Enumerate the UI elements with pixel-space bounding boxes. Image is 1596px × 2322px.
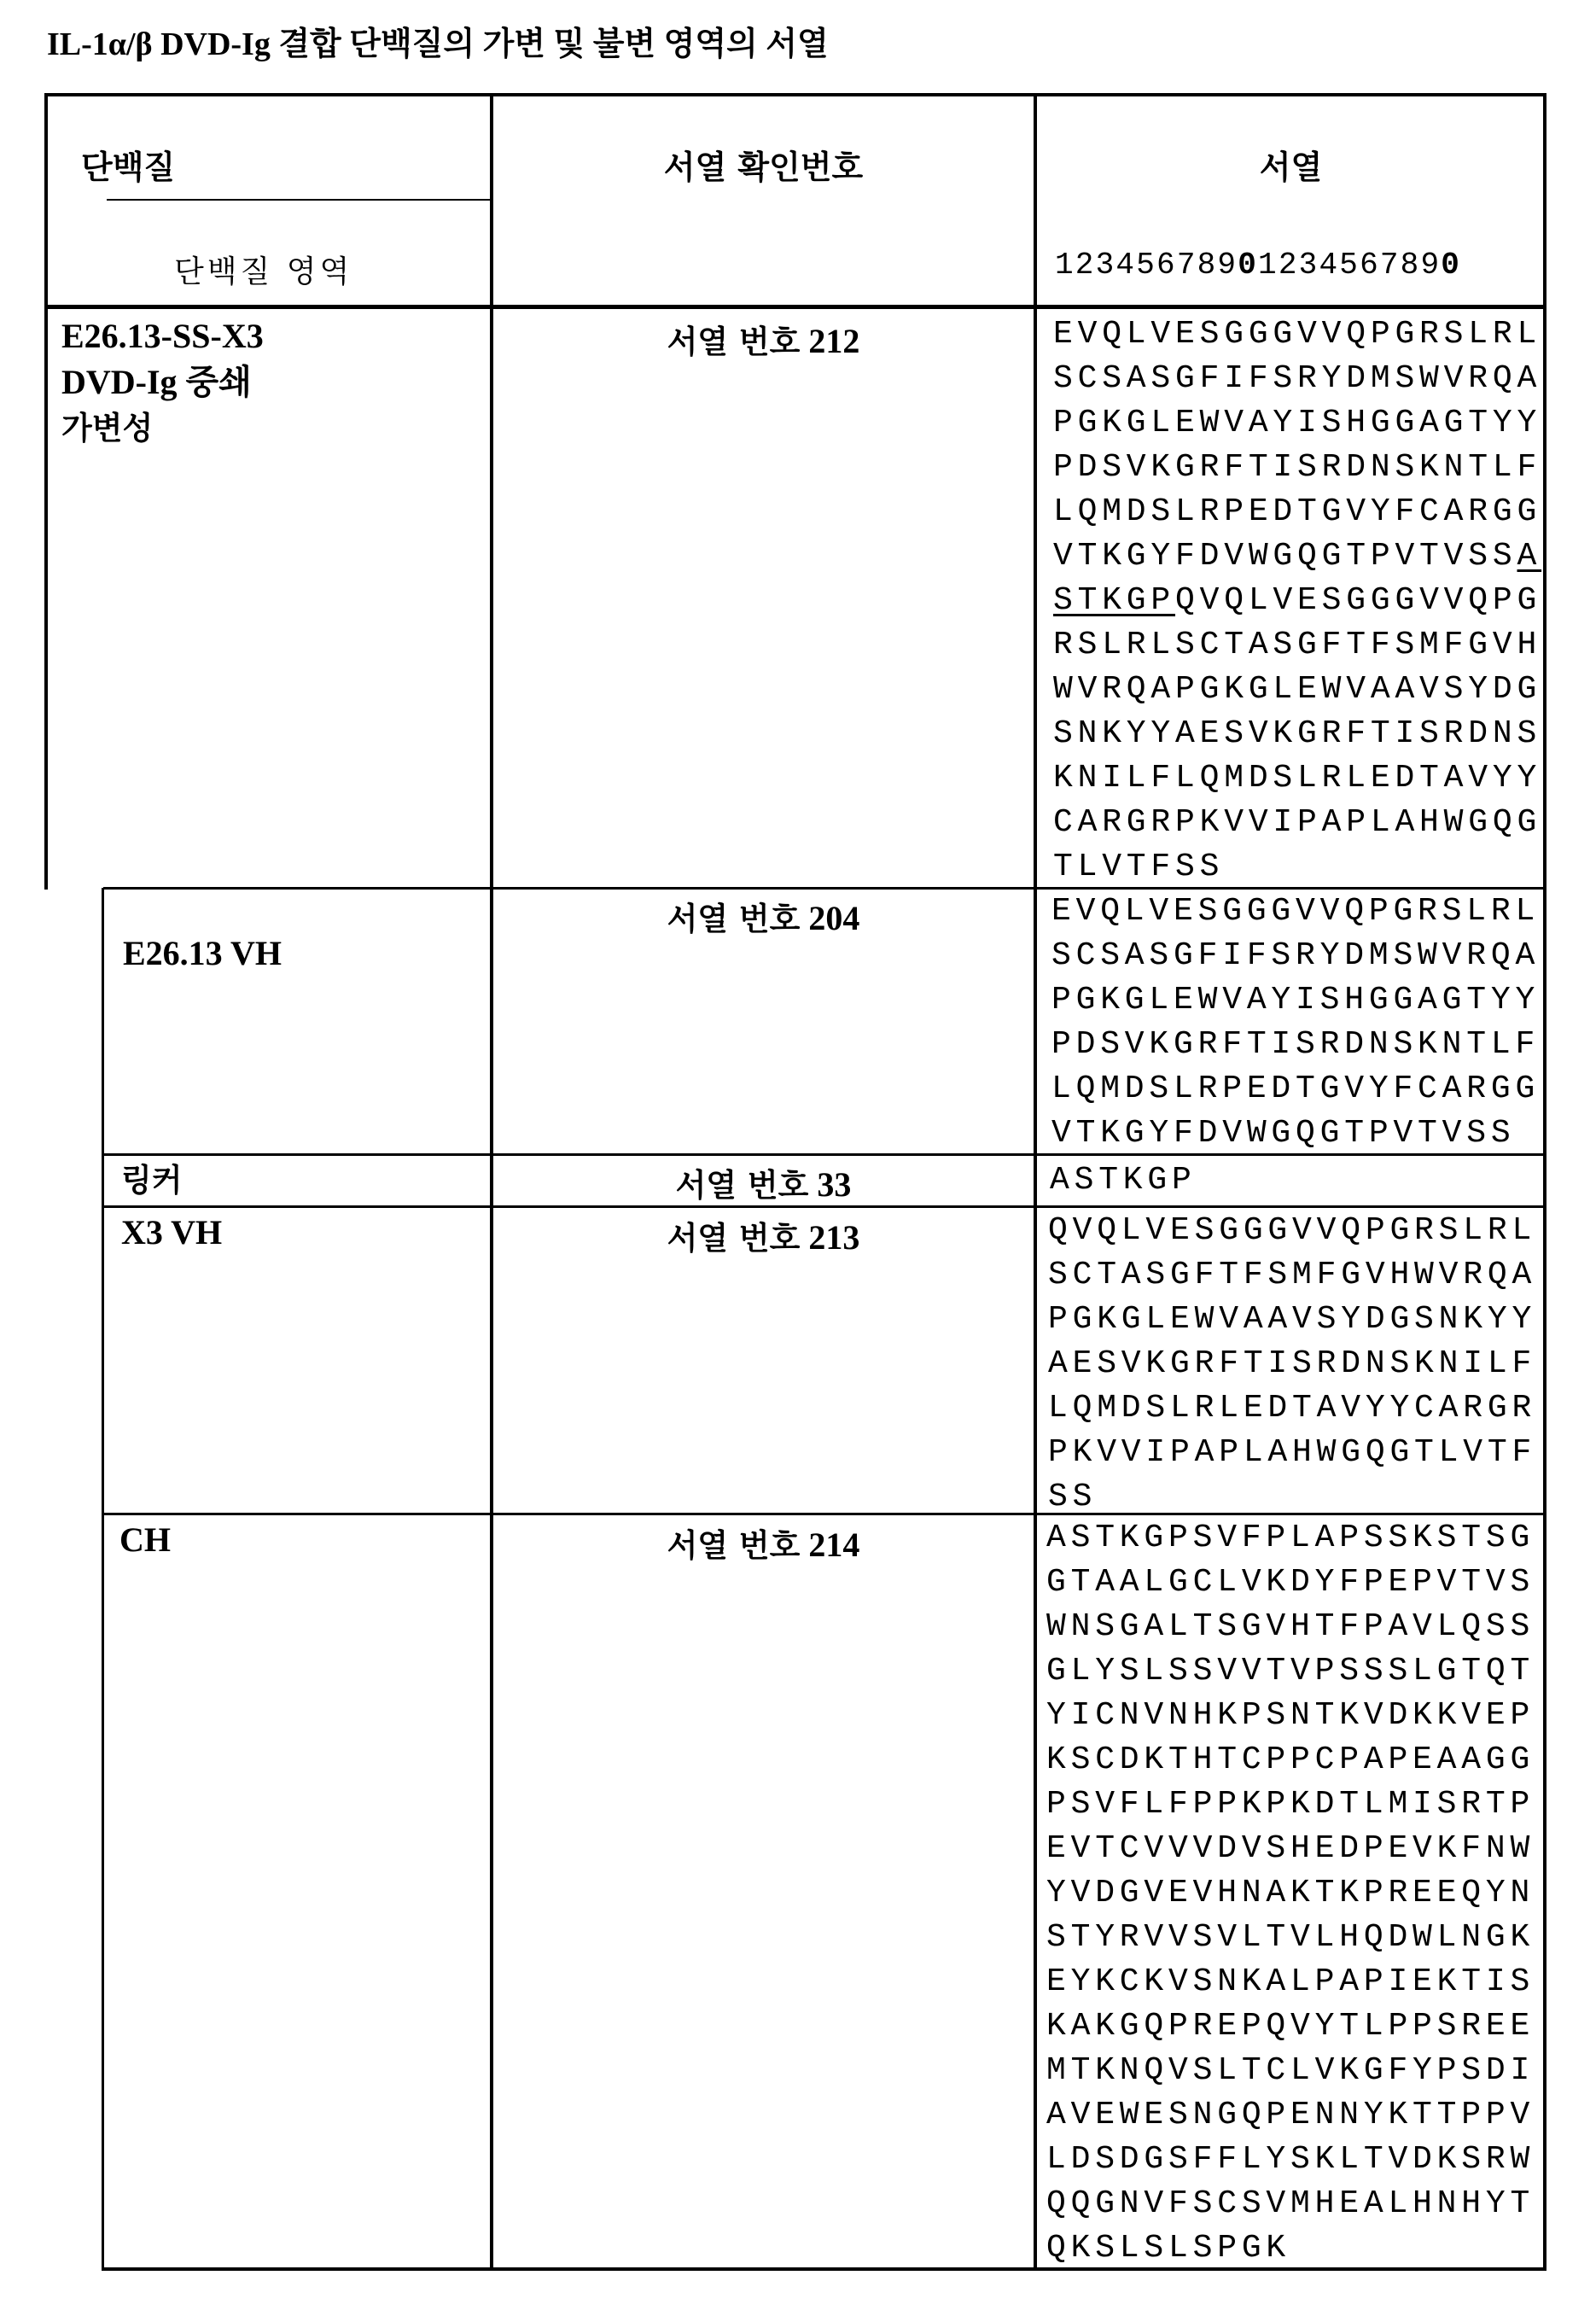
header-protein-region: 단백질 영역 xyxy=(174,248,352,291)
header-seq-id: 서열 확인번호 xyxy=(492,141,1035,188)
linker-underlined: STKGP xyxy=(1053,582,1175,619)
sequence-line: QVQLVESGGGVVQPGRSLRL xyxy=(1048,1209,1536,1253)
label-line: E26.13-SS-X3 xyxy=(61,313,264,359)
label-line: E26.13 VH xyxy=(123,931,282,977)
row-divider xyxy=(103,1205,1546,1208)
seq-id-number: 212 xyxy=(808,322,859,360)
row-label-x3-vh xyxy=(121,1210,222,1256)
sequence-line: ASTKGPSVFPLAPSSKSTSG xyxy=(1046,1516,1535,1561)
sequence-linker xyxy=(1050,1158,1197,1203)
sequence-line: KNILFLQMDSLRLEDTAVYY xyxy=(1053,756,1541,801)
sequence-line: EVQLVESGGGVVQPGRSLRL xyxy=(1051,890,1540,934)
sequence-line: PGKGLEWVAAVSYDGSNKYY xyxy=(1048,1298,1536,1342)
label-line: 가변성 xyxy=(61,405,264,452)
sequence-fragment: QVQLVESGGGVVQPG xyxy=(1175,582,1541,619)
row-label-dvd-ig xyxy=(61,313,264,452)
sequence-line: AESVKGRFTISRDNSKNILF xyxy=(1048,1342,1536,1386)
position-ruler xyxy=(1055,248,1461,283)
sequence-line: YVDGVEVHNAKTKPREEQYN xyxy=(1046,1871,1535,1916)
seq-id-prefix: 서열 번호 xyxy=(676,1167,809,1204)
sequence-line xyxy=(1053,579,1541,623)
sequence-x3-vh xyxy=(1048,1209,1536,1520)
seq-id-number: 33 xyxy=(817,1165,851,1204)
sequence-line: SS xyxy=(1048,1475,1536,1520)
sequence-line: SCSASGFIFSRYDMSWVRQA xyxy=(1053,357,1541,401)
sequence-line: EVTCVVVDVSHEDPEVKFNW xyxy=(1046,1827,1535,1871)
subrow-border xyxy=(102,888,104,2271)
seq-id-number: 214 xyxy=(808,1526,859,1564)
ruler-digits: 123456789 xyxy=(1258,248,1441,283)
row-label-linker xyxy=(121,1158,182,1204)
ruler-ten-mark: 0 xyxy=(1441,248,1461,283)
seq-id-prefix: 서열 번호 xyxy=(667,901,801,937)
seq-id-number: 204 xyxy=(808,899,859,937)
seq-id-number: 213 xyxy=(808,1218,859,1257)
left-gap-cover xyxy=(44,890,102,2272)
seq-id-214 xyxy=(492,1520,1035,1566)
sequence-line: ASTKGP xyxy=(1050,1158,1197,1203)
sequence-line: TLVTFSS xyxy=(1053,845,1541,890)
sequence-line: STYRVVSVLTVLHQDWLNGK xyxy=(1046,1916,1535,1960)
sequence-line: CARGRPKVVIPAPLAHWGQG xyxy=(1053,801,1541,845)
sequence-fragment: VTKGYFDVWGQGTPVTVSS xyxy=(1053,538,1517,575)
ruler-ten-mark: 0 xyxy=(1238,248,1258,283)
sequence-line: QQGNVFSCSVMHEALHNHYT xyxy=(1046,2182,1535,2226)
seq-id-prefix: 서열 번호 xyxy=(667,1527,801,1564)
sequence-line: LQMDSLRPEDTGVYFCARGG xyxy=(1051,1067,1540,1111)
sequence-dvd-ig xyxy=(1053,312,1541,890)
sequence-line xyxy=(1053,534,1541,579)
sequence-ch xyxy=(1046,1516,1535,2271)
document-title: IL-1α/β DVD-Ig 결합 단백질의 가변 및 불변 영역의 서열 xyxy=(47,17,829,64)
sequence-line: LQMDSLRPEDTGVYFCARGG xyxy=(1053,490,1541,534)
seq-id-213 xyxy=(492,1212,1035,1258)
sequence-line: YICNVNHKPSNTKVDKKVEP xyxy=(1046,1694,1535,1738)
sequence-line: GTAALGCLVKDYFPEPVTVS xyxy=(1046,1561,1535,1605)
sequence-line: SNKYYAESVKGRFTISRDNS xyxy=(1053,712,1541,756)
sequence-line: GLYSLSSVVTVPSSSLGTQT xyxy=(1046,1649,1535,1694)
sequence-line: EYKCKVSNKALPAPIEKTIS xyxy=(1046,1960,1535,2004)
label-line: DVD-Ig 중쇄 xyxy=(61,359,264,405)
seq-id-204 xyxy=(492,893,1035,939)
sequence-line: PGKGLEWVAYISHGGAGTYY xyxy=(1053,401,1541,446)
sequence-line: KAKGQPREPQVYTLPPSREE xyxy=(1046,2004,1535,2049)
sequence-line: LQMDSLRLEDTAVYYCARGR xyxy=(1048,1386,1536,1431)
sequence-line: PDSVKGRFTISRDNSKNTLF xyxy=(1051,1023,1540,1067)
sequence-e26-vh xyxy=(1051,890,1540,1156)
label-line: CH xyxy=(119,1517,171,1563)
header-subdivider xyxy=(107,199,492,201)
seq-id-212 xyxy=(492,316,1035,362)
sequence-line: PSVFLFPPKPKDTLMISRTP xyxy=(1046,1782,1535,1827)
sequence-line: LDSDGSFFLYSKLTVDKSRW xyxy=(1046,2138,1535,2182)
sequence-line: SCSASGFIFSRYDMSWVRQA xyxy=(1051,934,1540,978)
label-line: X3 VH xyxy=(121,1210,222,1256)
sequence-line: MTKNQVSLTCLVKGFYPSDI xyxy=(1046,2049,1535,2093)
row-label-e26-vh xyxy=(123,931,282,977)
sequence-line: PKVVIPAPLAHWGQGTLVTF xyxy=(1048,1431,1536,1475)
sequence-line: WVRQAPGKGLEWVAAVSYDG xyxy=(1053,668,1541,712)
seq-id-33 xyxy=(492,1159,1035,1205)
sequence-line: QKSLSLSPGK xyxy=(1046,2226,1535,2271)
seq-id-prefix: 서열 번호 xyxy=(667,1220,801,1257)
sequence-line: EVQLVESGGGVVQPGRSLRL xyxy=(1053,312,1541,357)
sequence-line: VTKGYFDVWGQGTPVTVSS xyxy=(1051,1111,1540,1156)
sequence-line: RSLRLSCTASGFTFSMFGVH xyxy=(1053,623,1541,668)
header-divider xyxy=(44,305,1546,309)
ruler-digits: 123456789 xyxy=(1055,248,1238,283)
sequence-line: PDSVKGRFTISRDNSKNTLF xyxy=(1053,446,1541,490)
sequence-line: SCTASGFTFSMFGVHWVRQA xyxy=(1048,1253,1536,1298)
header-sequence: 서열 xyxy=(1035,141,1546,188)
header-protein: 단백질 xyxy=(81,141,175,188)
sequence-line: KSCDKTHTCPPCPAPEAAGG xyxy=(1046,1738,1535,1782)
seq-id-prefix: 서열 번호 xyxy=(667,324,801,360)
linker-underlined: A xyxy=(1517,538,1541,575)
label-line: 링커 xyxy=(121,1158,182,1204)
row-label-ch xyxy=(119,1517,171,1563)
sequence-line: PGKGLEWVAYISHGGAGTYY xyxy=(1051,978,1540,1023)
sequence-line: WNSGALTSGVHTFPAVLQSS xyxy=(1046,1605,1535,1649)
sequence-line: AVEWESNGQPENNYKTTPPV xyxy=(1046,2093,1535,2138)
